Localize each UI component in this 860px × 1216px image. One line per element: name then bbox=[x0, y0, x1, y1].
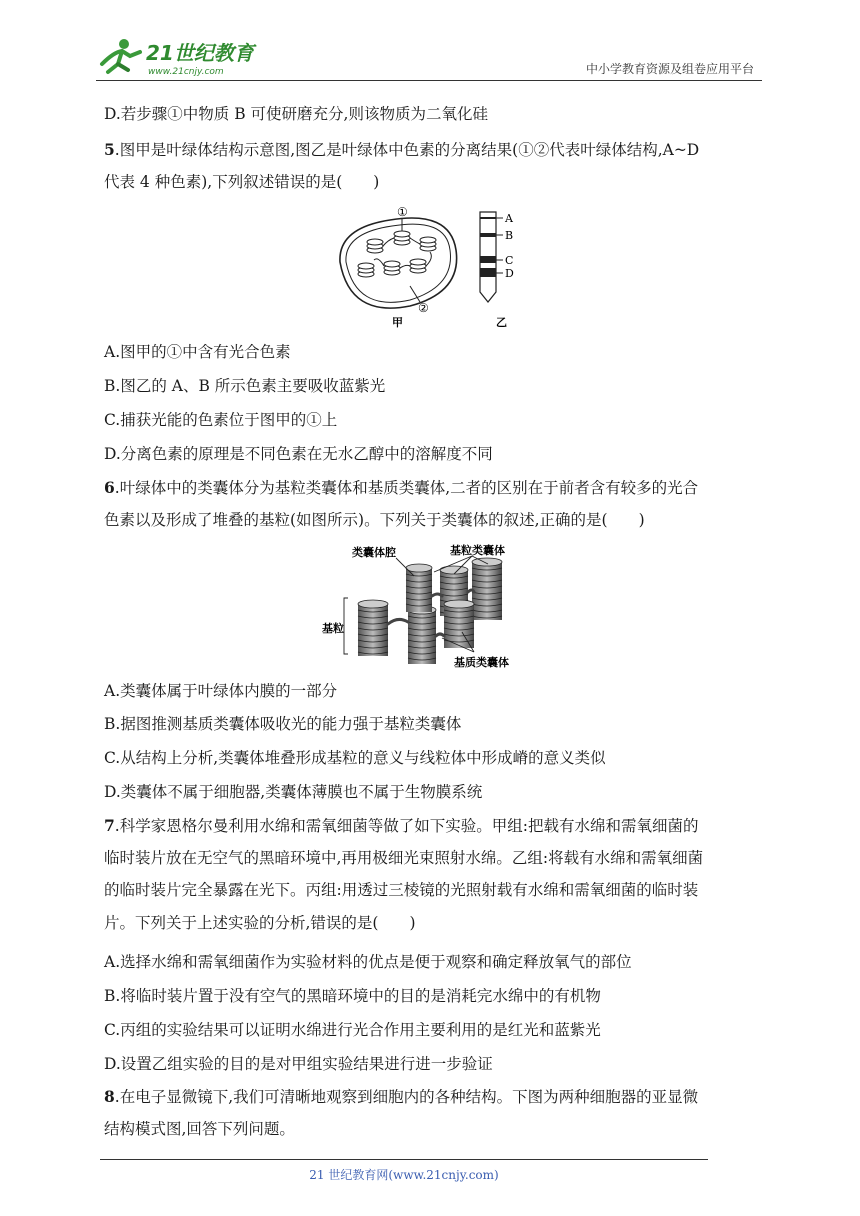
q6-option-b: B.据图推测基质类囊体吸收光的能力强于基粒类囊体 bbox=[104, 715, 462, 733]
q6-number: 6 bbox=[104, 478, 115, 497]
runner-icon bbox=[102, 39, 140, 72]
q5-option-d: D.分离色素的原理是不同色素在无水乙醇中的溶解度不同 bbox=[104, 445, 493, 463]
q7-option-b: B.将临时装片置于没有空气的黑暗环境中的目的是消耗完水绵中的有机物 bbox=[104, 987, 601, 1005]
q6-option-d: D.类囊体不属于细胞器,类囊体薄膜也不属于生物膜系统 bbox=[104, 783, 483, 801]
fig5-label-2: ② bbox=[418, 301, 429, 315]
q7-option-c: C.丙组的实验结果可以证明水绵进行光合作用主要利用的是红光和蓝紫光 bbox=[104, 1021, 601, 1039]
site-logo bbox=[96, 34, 266, 78]
q7-stem-line2: 临时装片放在无空气的黑暗环境中,再用极细光束照射水绵。乙组:将载有水绵和需氧细菌 bbox=[104, 849, 704, 867]
q6-stem-line1: 6.叶绿体中的类囊体分为基粒类囊体和基质类囊体,二者的区别在于前者含有较多的光合 bbox=[104, 478, 699, 497]
q5-option-c: C.捕获光能的色素位于图甲的①上 bbox=[104, 411, 338, 429]
q4-option-d: D.若步骤①中物质 B 可使研磨充分,则该物质为二氧化硅 bbox=[104, 105, 488, 123]
q6-option-c: C.从结构上分析,类囊体堆叠形成基粒的意义与线粒体中形成嵴的意义类似 bbox=[104, 749, 606, 767]
band-a-label: A bbox=[505, 212, 513, 225]
band-c-label: C bbox=[505, 254, 514, 267]
q6-option-a: A.类囊体属于叶绿体内膜的一部分 bbox=[104, 682, 338, 700]
grana-stacks bbox=[358, 558, 502, 664]
band-b-label: B bbox=[505, 229, 514, 242]
q7-option-d: D.设置乙组实验的目的是对甲组实验结果进行进一步验证 bbox=[104, 1055, 493, 1073]
q8-stem-line2: 结构模式图,回答下列问题。 bbox=[104, 1120, 295, 1138]
band-d-label: D bbox=[505, 267, 514, 280]
q7-number: 7 bbox=[104, 816, 115, 835]
q8-stem-line1: 8.在电子显微镜下,我们可清晰地观察到细胞内的各种结构。下图为两种细胞器的亚显微 bbox=[104, 1087, 699, 1106]
q6-figure bbox=[322, 540, 542, 672]
chromatography-strip bbox=[480, 212, 503, 302]
footer-divider bbox=[100, 1159, 708, 1160]
q8-number: 8 bbox=[104, 1087, 115, 1106]
q7-stem-line4: 片。下列关于上述实验的分析,错误的是( ) bbox=[104, 914, 416, 932]
chloroplast-diagram bbox=[340, 218, 457, 308]
q7-stem-line3: 的临时装片完全暴露在光下。丙组:用透过三棱镜的光照射载有水绵和需氧细菌的临时装 bbox=[104, 881, 699, 899]
q7-stem-line1: 7.科学家恩格尔曼利用水绵和需氧细菌等做了如下实验。甲组:把载有水绵和需氧细菌的 bbox=[104, 816, 699, 835]
fig5-caption-yi: 乙 bbox=[496, 316, 507, 329]
header-platform-text: 中小学教育资源及组卷应用平台 bbox=[585, 62, 754, 76]
q6-stem-line2: 色素以及形成了堆叠的基粒(如图所示)。下列关于类囊体的叙述,正确的是( ) bbox=[104, 511, 645, 529]
fig5-caption-jia: 甲 bbox=[392, 316, 403, 329]
fig6-label-granum: 基粒 bbox=[322, 622, 344, 635]
logo-sub-text: www.21cnjy.com bbox=[148, 67, 224, 77]
footer-text: 21 世纪教育网(www.21cnjy.com) bbox=[309, 1168, 499, 1182]
q7-option-a: A.选择水绵和需氧细菌作为实验材料的优点是便于观察和确定释放氧气的部位 bbox=[104, 953, 632, 971]
fig5-label-1: ① bbox=[397, 205, 408, 219]
fig6-label-grana-thylakoid: 基粒类囊体 bbox=[450, 544, 505, 557]
q5-option-b: B.图乙的 A、B 所示色素主要吸收蓝紫光 bbox=[104, 377, 386, 395]
q5-option-a: A.图甲的①中含有光合色素 bbox=[104, 343, 291, 361]
header-divider bbox=[96, 80, 762, 81]
fig6-label-stroma-thylakoid: 基质类囊体 bbox=[454, 656, 509, 669]
fig6-label-lumen: 类囊体腔 bbox=[352, 546, 396, 559]
q5-number: 5 bbox=[104, 140, 115, 159]
q5-stem-line2: 代表 4 种色素),下列叙述错误的是( ) bbox=[104, 173, 380, 191]
logo-main-text: 21世纪教育 bbox=[146, 41, 254, 65]
q5-stem-line1: 5.图甲是叶绿体结构示意图,图乙是叶绿体中色素的分离结果(①②代表叶绿体结构,A~D bbox=[104, 140, 700, 159]
q5-figure bbox=[330, 200, 530, 330]
